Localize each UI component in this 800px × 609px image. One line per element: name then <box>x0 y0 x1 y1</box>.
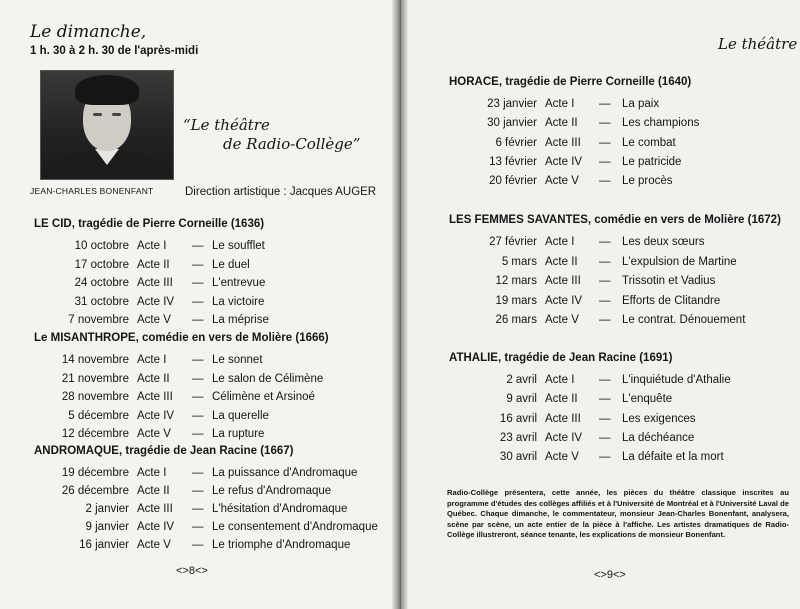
page-number-9: 9 <box>606 569 613 581</box>
broadcast-date: 6 février <box>495 136 537 149</box>
act-number: Acte II <box>137 258 170 271</box>
act-subject: Le procès <box>622 175 673 188</box>
dash-separator: — <box>599 294 611 307</box>
act-number: Acte IV <box>137 295 175 308</box>
act-number: Acte V <box>545 451 579 464</box>
broadcast-date: 9 avril <box>506 393 537 406</box>
dash-separator: — <box>599 275 611 287</box>
act-number: Acte I <box>545 236 575 248</box>
dash-separator: — <box>192 467 204 479</box>
act-subject: Le sonnet <box>212 354 263 366</box>
act-number: Acte IV <box>545 431 583 444</box>
act-number: Acte III <box>545 275 581 287</box>
act-number: Acte III <box>545 412 581 425</box>
ornament-left: <> <box>176 565 189 577</box>
dash-separator: — <box>192 503 204 515</box>
broadcast-date: 21 novembre <box>61 372 129 385</box>
dash-separator: — <box>599 451 611 464</box>
broadcast-date: 28 novembre <box>61 391 129 403</box>
dash-separator: — <box>599 155 611 168</box>
dash-separator: — <box>192 409 204 422</box>
act-subject: Efforts de Clitandre <box>622 294 721 307</box>
broadcast-date: 9 janvier <box>85 521 129 533</box>
photo-caption: JEAN-CHARLES BONENFANT <box>30 186 154 196</box>
act-subject: Le triomphe d'Andromaque <box>212 539 351 551</box>
act-subject: Les exigences <box>622 412 696 425</box>
play-title: LE CID, tragédie de Pierre Corneille (1636) <box>34 218 265 230</box>
act-number: Acte V <box>545 314 579 326</box>
act-subject: Le refus d'Andromaque <box>212 485 332 497</box>
act-number: Acte V <box>137 428 171 440</box>
play-title: Le MISANTHROPE, comédie en vers de Molière (1666) <box>34 332 329 344</box>
act-subject: La rupture <box>212 428 265 440</box>
act-number: Acte IV <box>545 294 583 307</box>
broadcast-date: 12 décembre <box>61 428 129 440</box>
book-gutter <box>392 0 408 609</box>
act-subject: Les champions <box>622 117 700 130</box>
act-subject: La paix <box>622 98 660 110</box>
dash-separator: — <box>192 521 204 533</box>
broadcast-date: 10 octobre <box>74 240 129 252</box>
act-subject: Le soufflet <box>212 240 265 252</box>
broadcast-date: 19 mars <box>495 294 537 307</box>
act-number: Acte V <box>137 314 171 326</box>
dash-separator: — <box>599 412 611 425</box>
broadcast-date: 26 décembre <box>61 485 129 497</box>
act-subject: L'entrevue <box>212 277 266 289</box>
play-title: LES FEMMES SAVANTES, comédie en vers de Molière (1672) <box>449 214 781 226</box>
dash-separator: — <box>192 277 204 289</box>
dash-separator: — <box>599 393 611 406</box>
artistic-direction: Direction artistique : Jacques AUGER <box>185 186 377 198</box>
broadcast-date: 2 janvier <box>85 503 129 515</box>
dash-separator: — <box>192 372 204 385</box>
broadcast-date: 19 décembre <box>61 467 129 479</box>
broadcast-date: 13 février <box>489 155 537 168</box>
act-subject: La victoire <box>212 295 265 308</box>
dash-separator: — <box>599 117 611 130</box>
broadcast-date: 16 janvier <box>79 539 129 551</box>
page-number-left <box>176 565 208 577</box>
act-number: Acte I <box>545 98 575 110</box>
act-number: Acte I <box>545 374 575 386</box>
dash-separator: — <box>192 258 204 271</box>
show-title-line2: de Radio-Collège” <box>223 135 361 153</box>
act-number: Acte II <box>545 393 578 406</box>
dash-separator: — <box>192 240 204 252</box>
dash-separator: — <box>599 431 611 444</box>
broadcast-date: 31 octobre <box>74 295 129 308</box>
dash-separator: — <box>192 391 204 403</box>
dash-separator: — <box>599 314 611 326</box>
page-number-8: 8 <box>188 565 195 577</box>
act-number: Acte III <box>137 391 173 403</box>
broadcast-date: 23 janvier <box>487 98 537 110</box>
act-subject: L'inquiétude d'Athalie <box>622 374 731 386</box>
dash-separator: — <box>192 314 204 326</box>
day-heading: Le dimanche, <box>30 22 147 42</box>
broadcast-date: 30 avril <box>499 451 537 464</box>
act-number: Acte II <box>137 372 170 385</box>
act-subject: Le consentement d'Andromaque <box>212 521 378 533</box>
dash-separator: — <box>599 136 611 149</box>
act-number: Acte I <box>137 467 167 479</box>
broadcast-date: 14 novembre <box>61 354 129 366</box>
show-title <box>183 116 360 154</box>
play-title: ANDROMAQUE, tragédie de Jean Racine (1667) <box>34 445 294 457</box>
broadcast-date: 26 mars <box>495 314 537 326</box>
act-number: Acte II <box>545 117 578 130</box>
act-number: Acte IV <box>137 521 175 533</box>
ornament-left: <> <box>594 569 607 581</box>
act-subject: L'expulsion de Martine <box>622 255 737 268</box>
act-subject: L'enquête <box>622 393 673 406</box>
broadcast-date: 16 avril <box>499 412 537 425</box>
broadcast-date: 30 janvier <box>487 117 537 130</box>
dash-separator: — <box>599 374 611 386</box>
broadcast-date: 5 décembre <box>68 409 129 422</box>
portrait-photo <box>40 70 174 180</box>
dash-separator: — <box>192 428 204 440</box>
act-subject: Célimène et Arsinoé <box>212 391 315 403</box>
ornament-right: <> <box>194 565 208 577</box>
act-subject: Trissotin et Vadius <box>622 275 716 287</box>
act-subject: Le salon de Célimène <box>212 372 324 385</box>
dash-separator: — <box>192 485 204 497</box>
play-title: ATHALIE, tragédie de Jean Racine (1691) <box>449 352 673 364</box>
act-subject: Le patricide <box>622 155 682 168</box>
broadcast-date: 20 février <box>489 175 537 188</box>
act-number: Acte II <box>137 485 170 497</box>
act-number: Acte I <box>137 240 167 252</box>
act-number: Acte III <box>137 503 173 515</box>
act-subject: La méprise <box>212 314 269 326</box>
act-subject: Les deux sœurs <box>622 236 705 248</box>
running-head: Le théâtre <box>718 35 798 53</box>
broadcast-date: 5 mars <box>501 255 537 268</box>
act-number: Acte III <box>137 277 173 289</box>
broadcast-date: 7 novembre <box>68 314 129 326</box>
program-note: Radio-Collège présentera, cette année, les pièces du théâtre classique inscrites au programme d'études des collèges affiliés et à l'Université de Montréal et à l'Université Laval de Québec. Chaque dimanche, le commentateur, monsieur Jean-Charles Bonenfant, analysera, scène par scène, un acte entier de la pièce à l'affiche. Les artistes dramatiques de Radio-Collège illustreront, séance tenante, les explications de monsieur Bonenfant. <box>447 488 789 539</box>
act-number: Acte III <box>545 136 581 149</box>
act-subject: Le contrat. Dénouement <box>622 314 746 326</box>
dash-separator: — <box>599 236 611 248</box>
dash-separator: — <box>192 539 204 551</box>
act-number: Acte II <box>545 255 578 268</box>
act-number: Acte IV <box>137 409 175 422</box>
dash-separator: — <box>599 175 611 188</box>
dash-separator: — <box>192 295 204 308</box>
time-slot: 1 h. 30 à 2 h. 30 de l'après-midi <box>30 45 199 57</box>
broadcast-date: 23 avril <box>499 431 537 444</box>
act-number: Acte V <box>137 539 171 551</box>
act-subject: La déchéance <box>622 431 695 444</box>
show-title-line1: “Le théâtre <box>183 116 270 134</box>
play-title: HORACE, tragédie de Pierre Corneille (1640) <box>449 76 692 88</box>
act-number: Acte V <box>545 175 579 188</box>
act-subject: La querelle <box>212 409 269 422</box>
broadcast-date: 12 mars <box>495 275 537 287</box>
broadcast-date: 24 octobre <box>74 277 129 289</box>
act-subject: Le duel <box>212 258 250 271</box>
dash-separator: — <box>192 354 204 366</box>
broadcast-date: 2 avril <box>506 374 537 386</box>
dash-separator: — <box>599 98 611 110</box>
act-subject: La défaite et la mort <box>622 451 724 464</box>
page-number-right <box>594 569 626 581</box>
broadcast-date: 17 octobre <box>74 258 129 271</box>
act-subject: La puissance d'Andromaque <box>212 467 358 479</box>
act-subject: L'hésitation d'Andromaque <box>212 503 348 515</box>
ornament-right: <> <box>612 569 626 581</box>
act-subject: Le combat <box>622 136 676 149</box>
dash-separator: — <box>599 255 611 268</box>
broadcast-date: 27 février <box>489 236 537 248</box>
act-number: Acte I <box>137 354 167 366</box>
act-number: Acte IV <box>545 155 583 168</box>
